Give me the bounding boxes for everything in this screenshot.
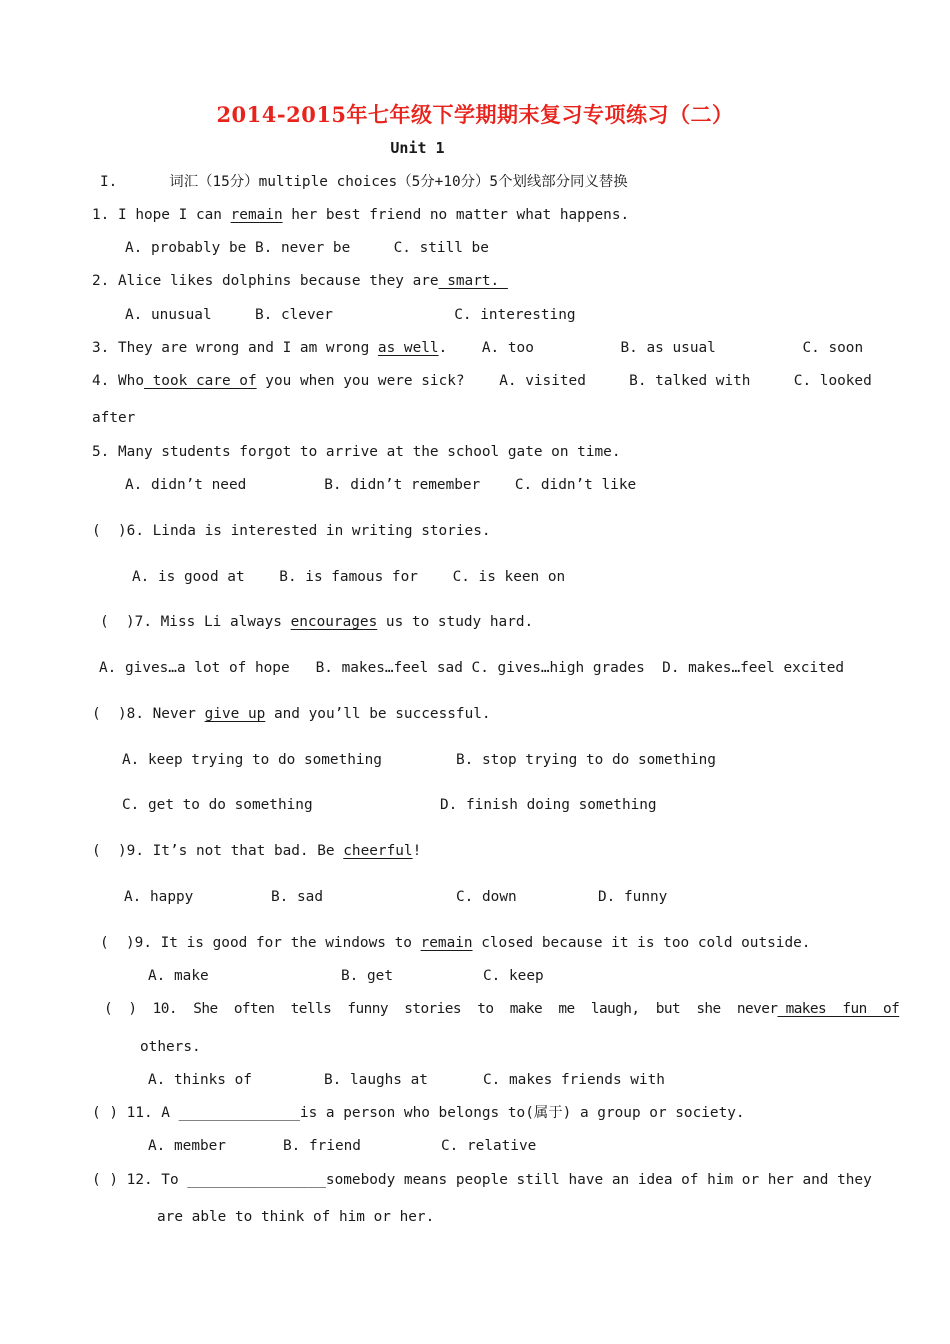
question-11-option-c: C. relative xyxy=(441,1138,537,1154)
question-6-options: A. is good at B. is famous for C. is keen on xyxy=(132,569,566,585)
section-heading: I. 词汇（15分）multiple choices（5分+10分）5个划线部分同义替换 xyxy=(100,174,628,190)
question-11-option-a: A. member xyxy=(148,1138,226,1154)
question-2-options: A. unusual B. clever C. interesting xyxy=(125,307,576,323)
question-8-option-d: D. finish doing something xyxy=(440,797,657,813)
question-9a-option-b: B. sad xyxy=(271,889,323,905)
question-8-option-c: C. get to do something xyxy=(122,797,313,813)
unit-heading: Unit 1 xyxy=(390,139,445,157)
question-9a-option-d: D. funny xyxy=(598,889,668,905)
page-title: 2014-2015年七年级下学期期末复习专项练习（二） xyxy=(216,102,734,127)
question-9a-option-a: A. happy xyxy=(124,889,194,905)
question-12-continued: are able to think of him or her. xyxy=(157,1209,435,1225)
question-6: ( )6. Linda is interested in writing stories. xyxy=(92,523,491,539)
question-9b-option-b: B. get xyxy=(341,968,393,984)
question-10-option-a: A. thinks of xyxy=(148,1072,252,1088)
question-8: ( )8. Never give up and you’ll be successful. xyxy=(92,706,491,722)
question-8-option-b: B. stop trying to do something xyxy=(456,752,716,768)
question-10: ( ) 10. She often tells funny stories to make me laugh, but she never makes fun of xyxy=(104,1001,900,1017)
question-4: 4. Who took care of you when you were sick? A. visited B. talked with C. looked xyxy=(92,373,872,389)
question-7-options: A. gives…a lot of hope B. makes…feel sad C. gives…high grades D. makes…feel excited xyxy=(99,660,845,676)
question-11: ( ) 11. A ______________is a person who belongs to(属于) a group or society. xyxy=(92,1105,745,1121)
question-8-option-a: A. keep trying to do something xyxy=(122,752,382,768)
question-9a-option-c: C. down xyxy=(456,889,517,905)
question-1: 1. I hope I can remain her best friend no matter what happens. xyxy=(92,207,630,223)
question-10-continued: others. xyxy=(140,1039,201,1055)
question-12: ( ) 12. To ________________somebody means people still have an idea of him or her and they xyxy=(92,1172,872,1188)
question-10-option-b: B. laughs at xyxy=(324,1072,428,1088)
question-9b-option-c: C. keep xyxy=(483,968,544,984)
question-1-options: A. probably be B. never be C. still be xyxy=(125,240,489,256)
question-9b-option-a: A. make xyxy=(148,968,209,984)
question-5-options: A. didn’t need B. didn’t remember C. didn’t like xyxy=(125,477,637,493)
question-3: 3. They are wrong and I am wrong as well. A. too B. as usual C. soon xyxy=(92,340,864,356)
question-4-continued: after xyxy=(92,410,136,426)
question-9b: ( )9. It is good for the windows to remain closed because it is too cold outside. xyxy=(100,935,811,951)
question-11-option-b: B. friend xyxy=(283,1138,361,1154)
question-9a: ( )9. It’s not that bad. Be cheerful! xyxy=(92,843,422,859)
question-5: 5. Many students forgot to arrive at the school gate on time. xyxy=(92,444,621,460)
question-10-option-c: C. makes friends with xyxy=(483,1072,665,1088)
question-7: ( )7. Miss Li always encourages us to study hard. xyxy=(100,614,534,630)
question-2: 2. Alice likes dolphins because they are smart. xyxy=(92,273,508,289)
